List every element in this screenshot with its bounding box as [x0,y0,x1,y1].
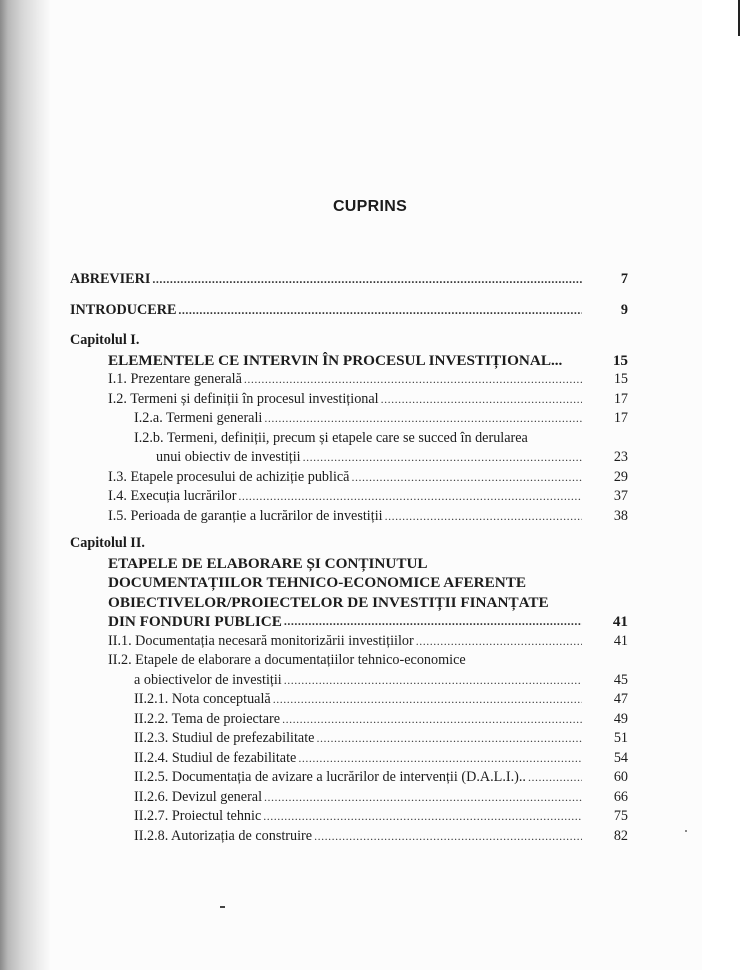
leader-dots [528,768,582,788]
toc-entry-label: ELEMENTELE CE INTERVIN ÎN PROCESUL INVESTIȚIONAL... [108,351,563,369]
leader-dots [273,690,582,710]
toc-entry-label: II.2.5. Documentația de avizare a lucrărilor de intervenții (D.A.L.I.).. [134,769,526,785]
toc-entry-page: 47 [613,691,628,707]
leader-dots [282,710,582,730]
chapter-2-title-line[interactable]: OBIECTIVELOR/PROIECTELOR DE INVESTIȚII FINANȚATE [108,593,549,611]
chapter-1-heading: Capitolul I. [70,332,140,348]
toc-entry-label: DIN FONDURI PUBLICE [108,613,282,630]
toc-entry-page: 75 [613,808,628,824]
leader-dots [263,807,582,827]
toc-entry-page: 82 [613,827,628,844]
toc-entry-label: I.3. Etapele procesului de achiziție publică [108,468,350,485]
toc-entry-label: II.2.4. Studiul de fezabilitate [134,749,297,766]
toc-entry[interactable] [70,632,628,652]
chapter-2-title[interactable] [70,612,628,632]
chapter-1-title[interactable] [70,351,628,371]
toc-entry-page: 41 [613,632,628,649]
chapter-2-title-line[interactable]: ETAPELE DE ELABORARE ȘI CONȚINUTUL [108,554,428,572]
toc-entry[interactable] [70,487,628,507]
toc-entry-page: 49 [613,710,628,727]
book-binding-shadow [0,0,50,970]
leader-dots [351,468,582,488]
toc-entry[interactable] [70,448,628,468]
toc-entry-label: I.2. Termeni și definiții în procesul investițional [108,390,379,407]
table-of-contents [70,270,628,846]
chapter-2-heading: Capitolul II. [70,535,145,551]
leader-dots [316,729,582,749]
toc-entry-label: II.2.1. Nota conceptuală [134,691,271,707]
toc-entry[interactable] [70,370,628,390]
leader-dots [303,448,582,468]
leader-dots [284,671,582,691]
toc-entry-page: 66 [613,788,628,805]
toc-entry-label: I.1. Prezentare generală [108,371,242,387]
toc-entry[interactable] [70,768,628,788]
toc-entry[interactable] [70,788,628,808]
toc-entry[interactable] [70,729,628,749]
toc-entry-page: 9 [620,301,628,318]
toc-entry-abrevieri[interactable] [70,270,628,290]
toc-entry-page: 37 [613,488,628,504]
toc-entry-label: II.2.3. Studiul de prefezabilitate [134,730,315,746]
scan-speck [220,906,225,908]
toc-entry[interactable] [70,468,628,488]
toc-entry-page: 51 [613,730,628,746]
page-title: CUPRINS [332,198,408,215]
toc-entry-page: 15 [612,351,628,369]
toc-entry[interactable] [70,671,628,691]
leader-dots [264,788,582,808]
toc-entry-label-continued: a obiectivelor de investiții [134,671,282,688]
toc-entry[interactable] [70,690,628,710]
leader-dots [152,270,582,290]
leader-dots [385,507,582,527]
toc-entry-introducere[interactable] [70,301,628,321]
toc-entry-label: I.2.a. Termeni generali [134,410,263,426]
toc-entry-label[interactable]: I.2.b. Termeni, definiții, precum și etapele care se succed în derularea [134,429,528,446]
toc-entry[interactable] [70,390,628,410]
toc-entry[interactable] [70,807,628,827]
page-right-margin [702,0,740,970]
toc-entry-label: ABREVIERI [70,271,151,287]
toc-entry[interactable] [70,749,628,769]
toc-entry-label: II.2.7. Proiectul tehnic [134,808,262,824]
toc-entry-page: 38 [613,507,628,524]
toc-entry-page: 60 [613,769,628,785]
toc-entry-page: 45 [613,671,628,688]
leader-dots [238,487,582,507]
toc-entry-label: I.4. Execuția lucrărilor [108,488,237,504]
leader-dots [284,612,582,632]
toc-entry-page: 41 [612,613,628,630]
toc-entry-page: 17 [613,390,628,407]
toc-entry-page: 54 [613,749,628,766]
toc-entry[interactable] [70,507,628,527]
toc-entry-label: II.2.8. Autorizația de construire [134,827,313,844]
leader-dots [178,301,582,321]
leader-dots [244,370,582,390]
toc-entry-label: II.2.2. Tema de proiectare [134,710,281,727]
toc-entry-label: I.5. Perioada de garanție a lucrărilor de investiții [108,507,383,524]
chapter-2-title-line[interactable]: DOCUMENTAȚIILOR TEHNICO-ECONOMICE AFERENTE [108,574,526,591]
toc-entry[interactable] [70,409,628,429]
leader-dots [314,827,582,847]
toc-entry-page: 7 [620,271,628,287]
toc-entry-page: 29 [613,468,628,485]
toc-entry-label-continued: unui obiectiv de investiții [156,449,301,465]
toc-entry-page: 15 [613,371,628,387]
toc-entry-label[interactable]: II.2. Etapele de elaborare a documentațiilor tehnico-economice [108,652,466,668]
leader-dots [381,390,582,410]
scan-speck [685,830,687,832]
toc-entry-label: II.1. Documentația necesară monitorizării investițiilor [108,632,414,649]
leader-dots [264,409,582,429]
toc-entry[interactable] [70,710,628,730]
toc-entry-page: 23 [613,449,628,465]
leader-dots [416,632,582,652]
toc-entry[interactable] [70,827,628,847]
toc-entry-page: 17 [613,410,628,426]
leader-dots [298,749,582,769]
toc-entry-label: II.2.6. Devizul general [134,788,263,805]
toc-entry-label: INTRODUCERE [70,301,177,318]
